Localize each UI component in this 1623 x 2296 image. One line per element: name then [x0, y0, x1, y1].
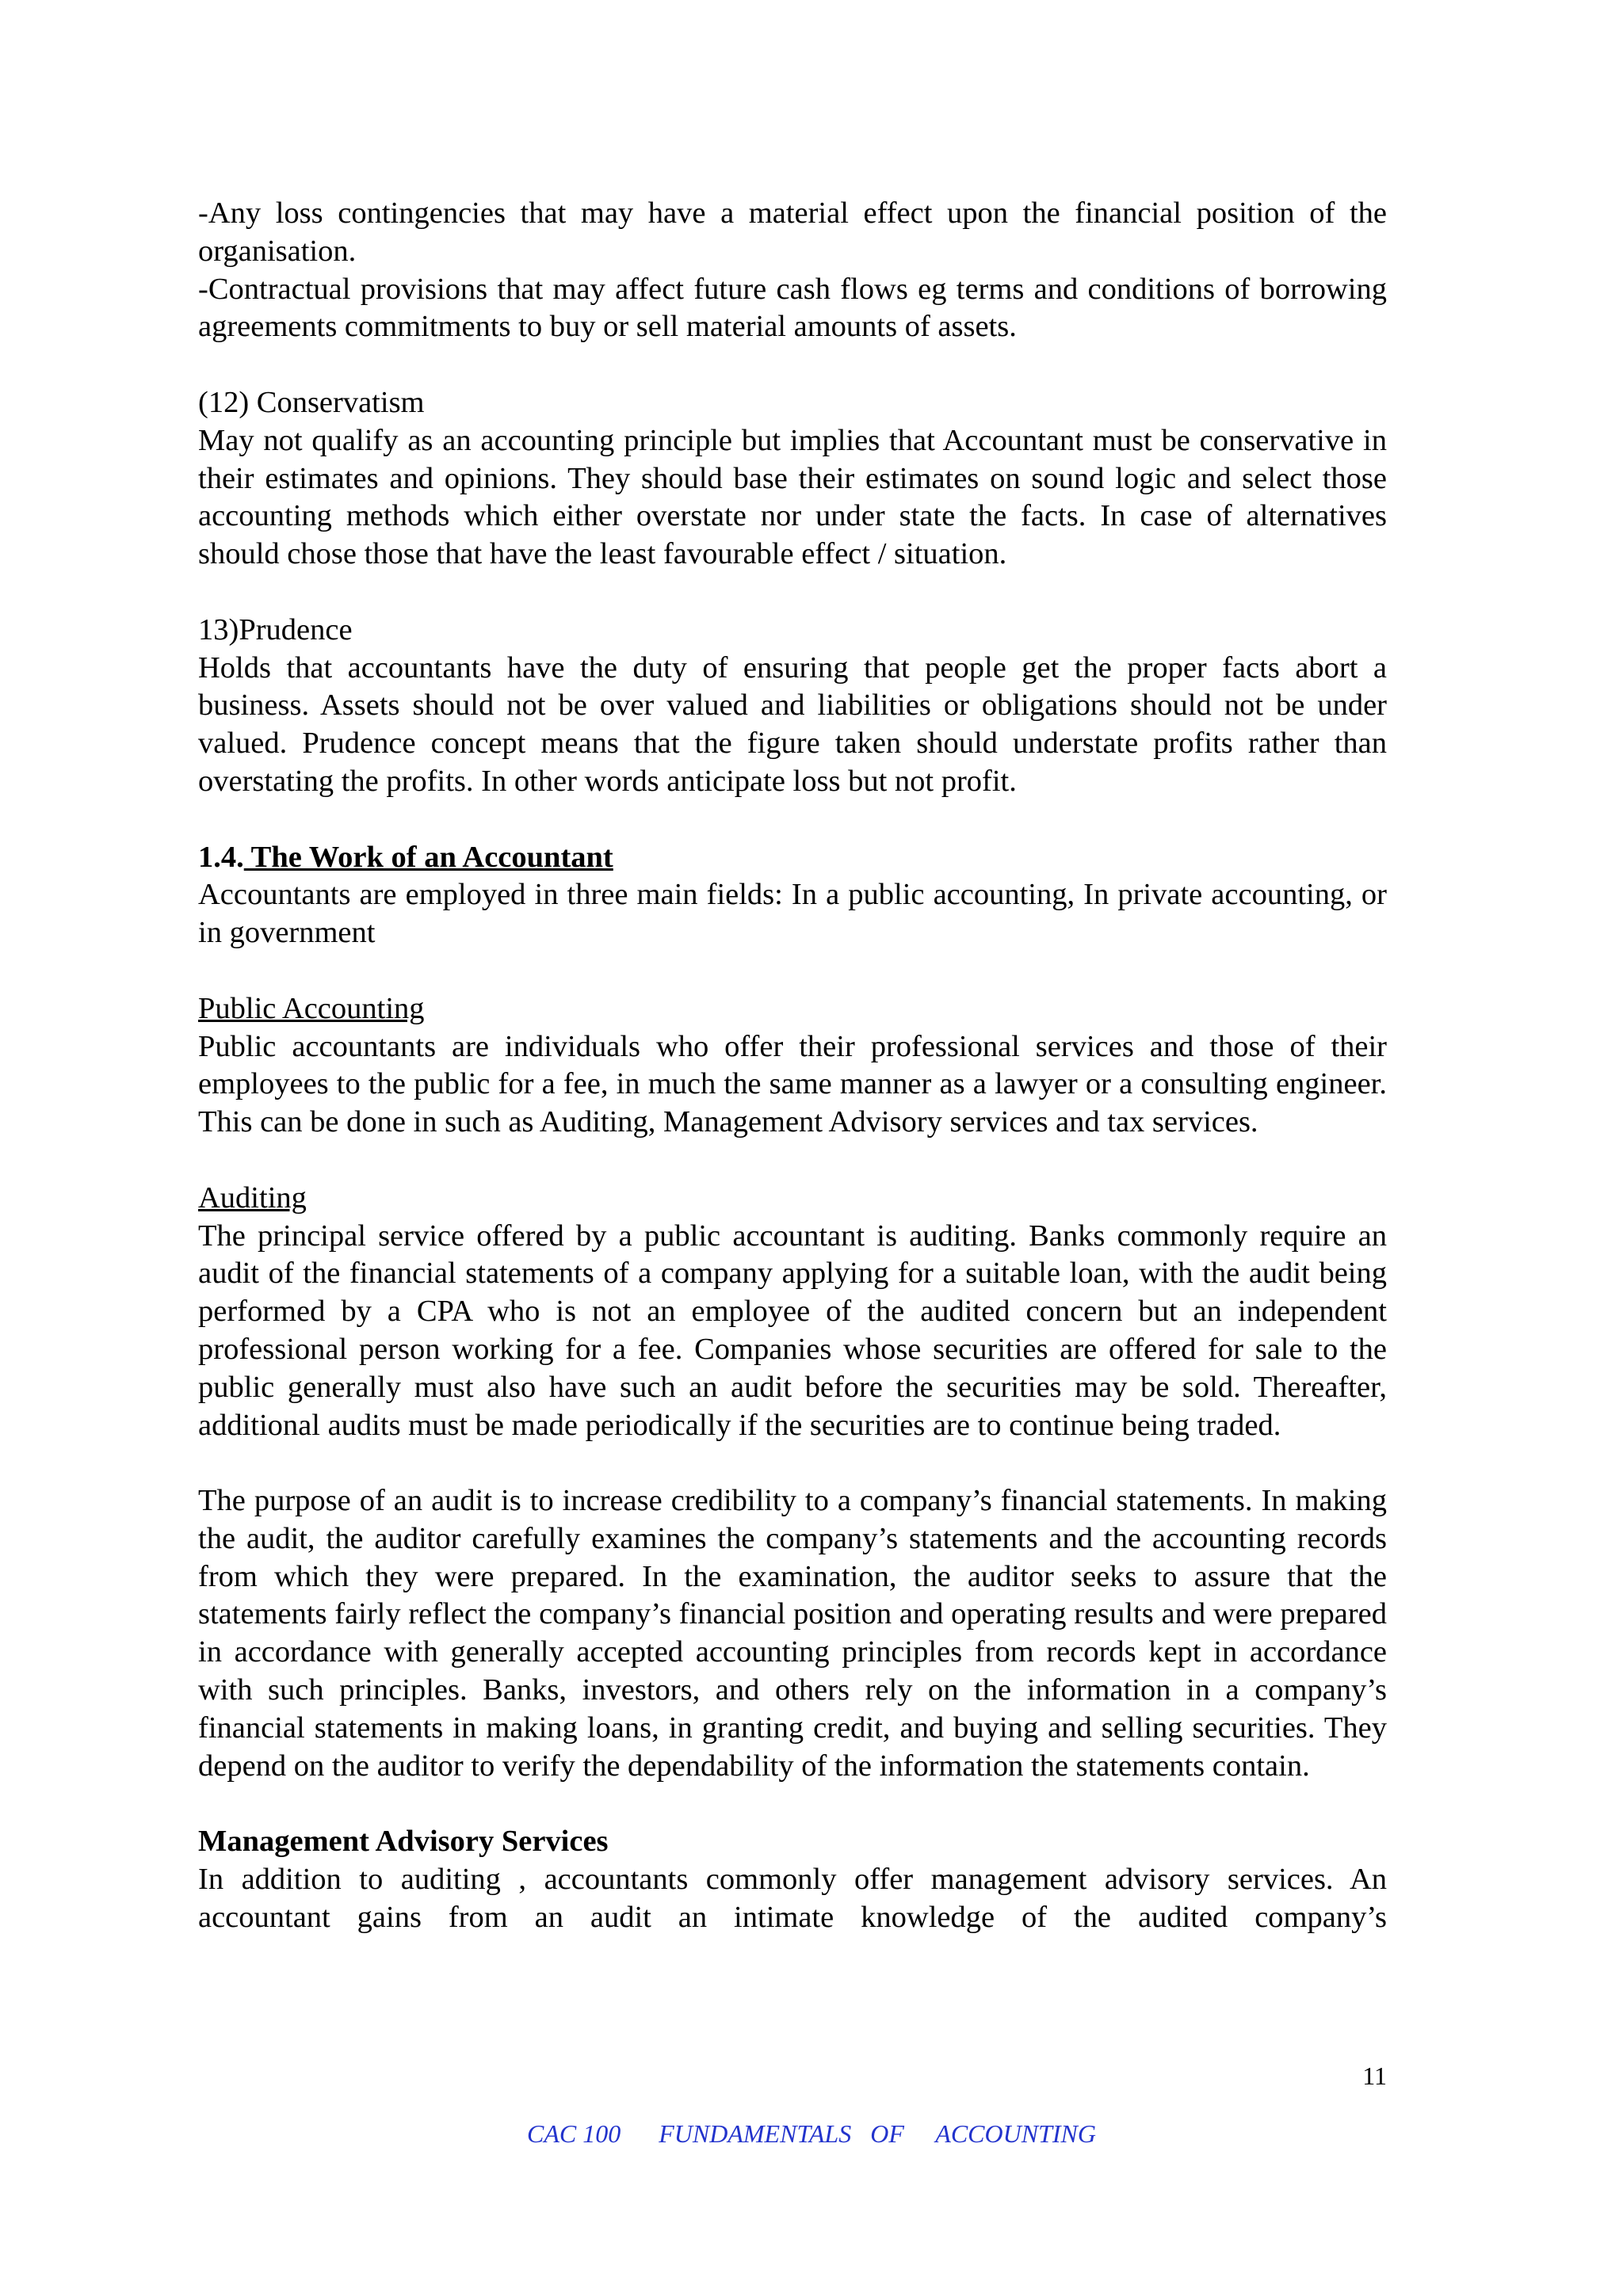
- spacer: [198, 801, 1387, 839]
- heading-management-advisory: Management Advisory Services: [198, 1825, 609, 1859]
- paragraph-management-advisory: In addition to auditing , accountants commonly offer management advisory services. An accountant gains from an audit an intimate knowledge of the audited company’s: [198, 1863, 1387, 1934]
- heading-prudence: 13)Prudence: [198, 612, 353, 646]
- paragraph-auditing-2: The purpose of an audit is to increase credibility to a company’s financial statements. In making the audit, the auditor carefully examines the company’s statements and the accounting records from which they were prepared. In the examination, the auditor seeks to assure that the statements fairly reflect the company’s financial position and operating results and were prepared in accordance with generally accepted accounting principles from records kept in accordance with such principles. Banks, investors, and others rely on the information in a company’s financial statements in making loans, in granting credit, and buying and selling securities. They depend on the auditor to verify the dependability of the information the statements contain.: [198, 1484, 1387, 1783]
- paragraph-accountant-fields: Accountants are employed in three main fields: In a public accounting, In private accounting, or in government: [198, 878, 1387, 950]
- section-number: 1.4.: [198, 840, 244, 874]
- page-number: 11: [1362, 2061, 1387, 2090]
- page-content: [198, 195, 1387, 1937]
- heading-public-accounting: [198, 990, 1387, 1028]
- spacer: [198, 1444, 1387, 1482]
- spacer: [198, 1785, 1387, 1823]
- paragraph-loss-contingencies: -Any loss contingencies that may have a material effect upon the financial position of the organisation.: [198, 196, 1387, 268]
- spacer: [198, 952, 1387, 990]
- heading-conservatism: (12) Conservatism: [198, 385, 425, 419]
- paragraph-public-accounting: Public accountants are individuals who offer their professional services and those of their employees to the public for a fee, in much the same manner as a lawyer or a consulting engineer. This can be done in such as Auditing, Management Advisory services and tax services.: [198, 1029, 1387, 1139]
- paragraph-contractual-provisions: -Contractual provisions that may affect future cash flows eg terms and conditions of borrowing agreements commitments to buy or sell material amounts of assets.: [198, 272, 1387, 344]
- heading-auditing-text: Auditing: [198, 1180, 307, 1215]
- section-heading-work-of-accountant: [198, 839, 1387, 877]
- spacer: [198, 346, 1387, 384]
- paragraph-prudence: Holds that accountants have the duty of ensuring that people get the proper facts abort a business. Assets should not be over valued and liabilities or obligations should not be under valued. Prudence concept means that the figure taken should understate profits rather than overstating the profits. In other words anticipate loss but not profit.: [198, 650, 1387, 798]
- paragraph-auditing-1: The principal service offered by a public accountant is auditing. Banks commonly require an audit of the financial statements of a company applying for a suitable loan, with the audit being performed by a CPA who is not an employee of the audited concern but an independent professional person working for a fee. Companies whose securities are offered for sale to the public generally must also have such an audit before the securities may be sold. Thereafter, additional audits must be made periodically if the securities are to continue being traded.: [198, 1219, 1387, 1442]
- spacer: [198, 574, 1387, 612]
- spacer: [198, 1142, 1387, 1180]
- heading-auditing: [198, 1180, 1387, 1218]
- heading-public-accounting-text: Public Accounting: [198, 991, 425, 1025]
- paragraph-conservatism: May not qualify as an accounting principle but implies that Accountant must be conservative in their estimates and opinions. They should base their estimates on sound logic and select those accounting methods which either overstate nor under state the facts. In case of alternatives should chose those that have the least favourable effect / situation.: [198, 423, 1387, 571]
- page-footer: CAC 100 FUNDAMENTALS OF ACCOUNTING: [527, 2119, 1096, 2148]
- section-title: The Work of an Accountant: [243, 840, 613, 874]
